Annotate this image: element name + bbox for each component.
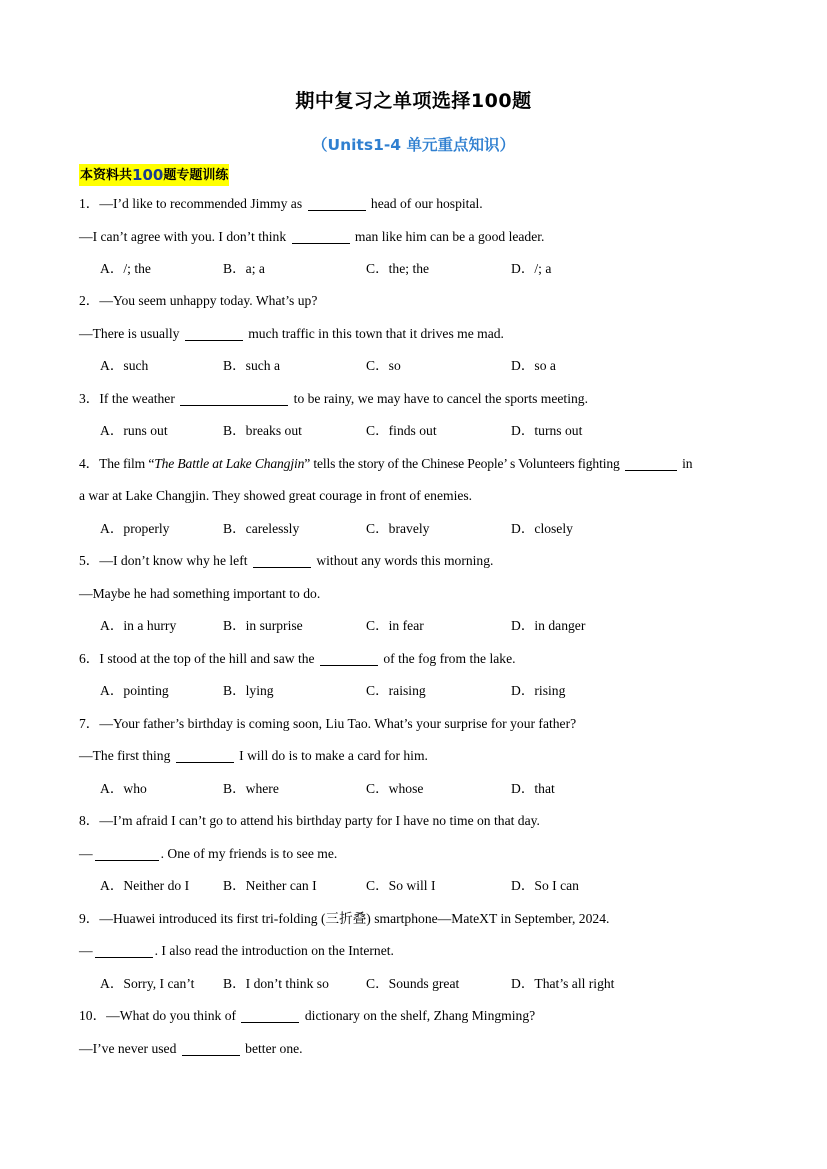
option-d[interactable]: D．That’s all right <box>511 976 615 991</box>
question-text: better one. <box>241 1041 303 1056</box>
answer-blank <box>95 846 159 861</box>
option-a[interactable]: A．who <box>100 781 147 796</box>
question-text: dictionary on the shelf, Zhang Mingming? <box>301 1008 536 1023</box>
highlight-badge <box>79 164 229 186</box>
answer-blank <box>95 943 153 958</box>
option-b[interactable]: B．where <box>223 781 279 796</box>
question-7-line-1: 7．—Your father’s birthday is coming soon, Liu Tao. What’s your surprise for your father? <box>79 716 577 731</box>
answer-blank <box>253 553 311 568</box>
option-c[interactable]: C．whose <box>366 781 424 796</box>
question-5-line-2: —Maybe he had something important to do. <box>79 586 321 601</box>
question-10-line-1 <box>79 1005 535 1027</box>
question-text: 6．I stood at the top of the hill and saw the <box>79 651 318 666</box>
option-a[interactable]: A．properly <box>100 521 170 536</box>
question-9-line-2 <box>79 940 394 962</box>
question-10-line-2 <box>79 1038 303 1060</box>
option-b[interactable]: B．a; a <box>223 261 265 276</box>
answer-blank <box>241 1008 299 1023</box>
question-text: man like him can be a good leader. <box>351 229 545 244</box>
question-text: 5．—I don’t know why he left <box>79 553 251 568</box>
option-d[interactable]: D．So I can <box>511 878 579 893</box>
option-a[interactable]: A．/; the <box>100 261 151 276</box>
question-5-line-1 <box>79 550 493 572</box>
question-text: —There is usually <box>79 326 183 341</box>
option-c[interactable]: C．raising <box>366 683 426 698</box>
option-b[interactable]: B．in surprise <box>223 618 303 633</box>
answer-blank <box>625 456 677 471</box>
question-8-line-1: 8．—I’m afraid I can’t go to attend his birthday party for I have no time on that day. <box>79 813 540 828</box>
question-1-line-1 <box>79 193 483 215</box>
question-text: ” tells the story of the Chinese People’ s Volunteers fighting <box>304 456 623 471</box>
option-b[interactable]: B．such a <box>223 358 281 373</box>
answer-blank <box>180 391 288 406</box>
page-title: 期中复习之单项选择100题 <box>295 90 532 112</box>
option-a[interactable]: A．in a hurry <box>100 618 177 633</box>
badge-number: 100 <box>132 166 164 184</box>
question-text: —The first thing <box>79 748 174 763</box>
question-text: in <box>678 456 693 471</box>
option-c[interactable]: C．so <box>366 358 401 373</box>
option-d[interactable]: D．turns out <box>511 423 583 438</box>
option-b[interactable]: B．lying <box>223 683 274 698</box>
answer-blank <box>185 326 243 341</box>
answer-blank <box>308 196 366 211</box>
question-2-line-1: 2．—You seem unhappy today. What’s up? <box>79 293 318 308</box>
question-4-line-2: a war at Lake Changjin. They showed great courage in front of enemies. <box>79 488 473 503</box>
question-7-line-2 <box>79 745 428 767</box>
option-b[interactable]: B．carelessly <box>223 521 300 536</box>
option-a[interactable]: A．pointing <box>100 683 169 698</box>
answer-blank <box>292 229 350 244</box>
option-c[interactable]: C．in fear <box>366 618 424 633</box>
question-text: — <box>79 846 93 861</box>
question-text: 4．The film “ <box>79 456 155 471</box>
question-text: 1．—I’d like to recommended Jimmy as <box>79 196 306 211</box>
question-text: of the fog from the lake. <box>379 651 516 666</box>
option-d[interactable]: D．so a <box>511 358 556 373</box>
badge-text-post: 题专题训练 <box>163 168 229 183</box>
question-2-line-2 <box>79 323 504 345</box>
answer-blank <box>176 748 234 763</box>
question-text: 10．—What do you think of <box>79 1008 240 1023</box>
question-8-line-2 <box>79 843 337 865</box>
option-d[interactable]: D．in danger <box>511 618 586 633</box>
question-1-line-2 <box>79 226 544 248</box>
question-text: I will do is to make a card for him. <box>235 748 428 763</box>
film-title: The Battle at Lake Changjin <box>154 456 305 471</box>
option-a[interactable]: A．runs out <box>100 423 168 438</box>
question-4-line-1 <box>79 453 692 475</box>
option-d[interactable]: D．/; a <box>511 261 552 276</box>
option-a[interactable]: A．Sorry, I can’t <box>100 976 195 991</box>
answer-blank <box>182 1041 240 1056</box>
question-3-line-1 <box>79 388 588 410</box>
option-c[interactable]: C．So will I <box>366 878 436 893</box>
option-c[interactable]: C．Sounds great <box>366 976 460 991</box>
question-9-line-1: 9．—Huawei introduced its first tri-folding (三折叠) smartphone—MateXT in September, 2024. <box>79 911 610 926</box>
question-text: —I can’t agree with you. I don’t think <box>79 229 290 244</box>
option-b[interactable]: B．breaks out <box>223 423 302 438</box>
page-subtitle: （Units1-4 单元重点知识） <box>312 136 515 154</box>
question-text: to be rainy, we may have to cancel the sports meeting. <box>290 391 588 406</box>
question-text: . One of my friends is to see me. <box>160 846 338 861</box>
option-b[interactable]: B．I don’t think so <box>223 976 329 991</box>
option-c[interactable]: C．bravely <box>366 521 430 536</box>
option-d[interactable]: D．rising <box>511 683 566 698</box>
question-text: head of our hospital. <box>367 196 483 211</box>
option-c[interactable]: C．finds out <box>366 423 437 438</box>
option-c[interactable]: C．the; the <box>366 261 430 276</box>
question-text: without any words this morning. <box>312 553 494 568</box>
option-a[interactable]: A．Neither do I <box>100 878 190 893</box>
question-text: . I also read the introduction on the Internet. <box>154 943 394 958</box>
badge-text-pre: 本资料共 <box>80 168 133 183</box>
question-text: — <box>79 943 93 958</box>
option-d[interactable]: D．closely <box>511 521 573 536</box>
question-text: —I’ve never used <box>79 1041 180 1056</box>
question-text: 3．If the weather <box>79 391 179 406</box>
question-text: much traffic in this town that it drives me mad. <box>244 326 504 341</box>
question-6-line-1 <box>79 648 516 670</box>
answer-blank <box>320 651 378 666</box>
option-d[interactable]: D．that <box>511 781 555 796</box>
option-a[interactable]: A．such <box>100 358 149 373</box>
option-b[interactable]: B．Neither can I <box>223 878 317 893</box>
